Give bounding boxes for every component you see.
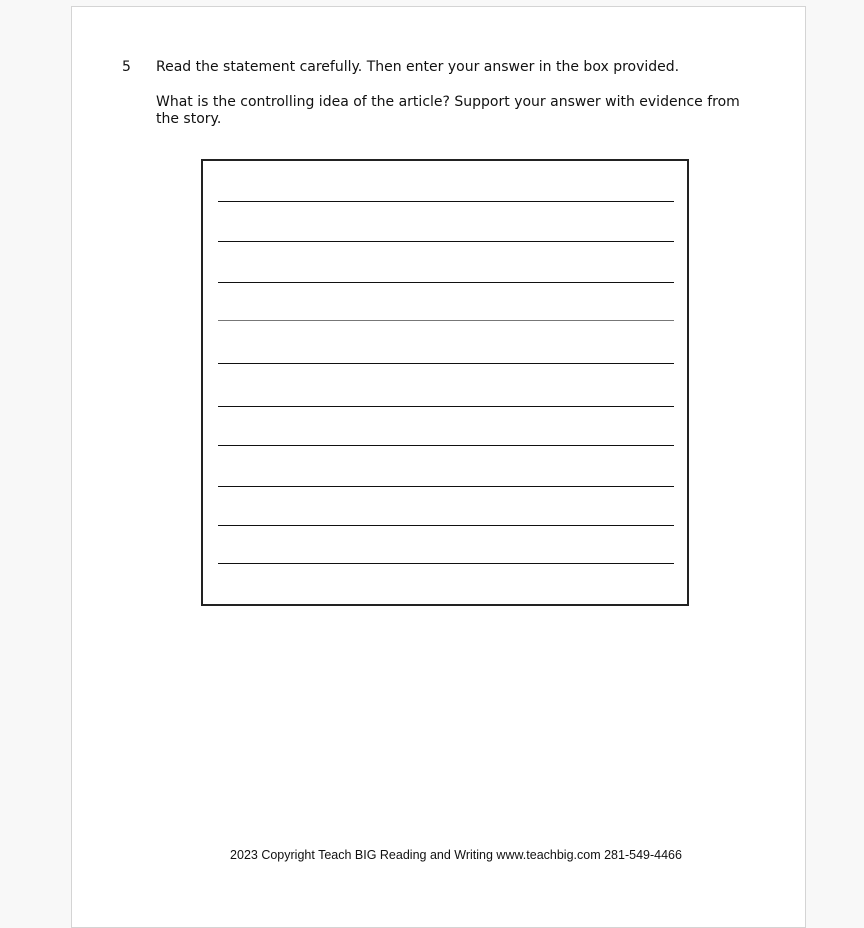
question-prompt: What is the controlling idea of the article? Support your answer with evidence from the story.	[156, 94, 740, 127]
answer-line	[218, 241, 674, 242]
answer-line	[218, 563, 674, 564]
answer-line	[218, 486, 674, 487]
answer-line	[218, 201, 674, 202]
question-instruction: Read the statement carefully. Then enter your answer in the box provided.	[156, 59, 680, 75]
copyright-footer: 2023 Copyright Teach BIG Reading and Writing www.teachbig.com 281-549-4466	[230, 848, 682, 862]
answer-line	[218, 445, 674, 446]
answer-line	[218, 525, 674, 526]
question-number: 5	[122, 59, 131, 75]
answer-line	[218, 363, 674, 364]
answer-line	[218, 406, 674, 407]
answer-line	[218, 320, 674, 321]
answer-line	[218, 282, 674, 283]
answer-box[interactable]	[201, 159, 689, 606]
